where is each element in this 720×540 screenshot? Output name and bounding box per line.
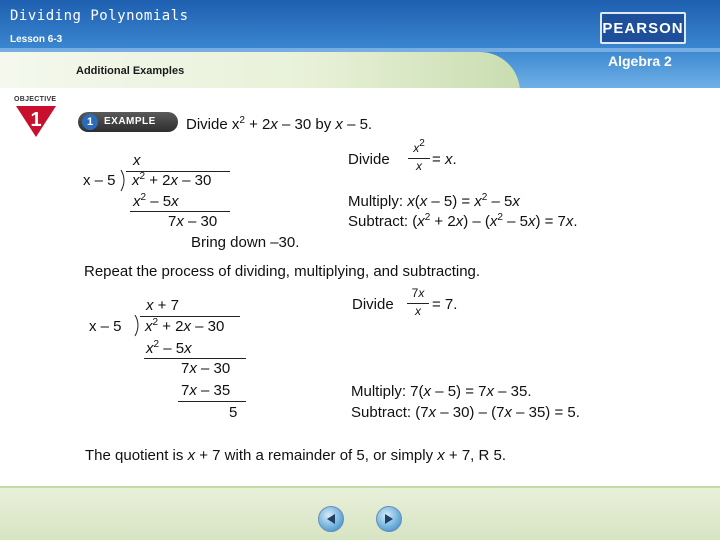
conclusion-text: The quotient is x + 7 with a remainder of 5, or simply x + 7, R 5.	[85, 447, 507, 464]
step1-divide-label: Divide	[348, 151, 390, 168]
step2-product2: 7x – 35	[181, 382, 231, 399]
step1-subtract-line	[130, 211, 230, 212]
section-label: Additional Examples	[76, 65, 185, 77]
footer-bar	[0, 488, 720, 540]
objective-badge	[14, 96, 62, 136]
example-label: EXAMPLE	[104, 116, 156, 127]
step1-frac-denominator: x	[416, 159, 422, 173]
step2-divide-label: Divide	[352, 296, 394, 313]
example-prompt: Divide $x^2 + 2x - 30$ by x – 5.	[186, 115, 373, 133]
step2-subtract-line	[144, 358, 246, 359]
step1-frac-result: = x.	[432, 151, 457, 168]
step1-quotient: x	[133, 152, 141, 169]
step1-bring-down: Bring down –30.	[191, 234, 300, 251]
step1-difference: 7x – 30	[168, 213, 218, 230]
repeat-instruction: Repeat the process of dividing, multiplying, and subtracting.	[84, 263, 481, 280]
step2-difference: 7x – 30	[181, 360, 231, 377]
step1-frac-numerator: $x^2$	[413, 138, 425, 155]
step2-frac-numerator: 7x	[411, 286, 425, 300]
step2-bracket-icon	[134, 315, 142, 337]
step2-multiply-text: Multiply: 7(x – 5) = 7x – 35.	[351, 383, 532, 400]
prev-slide-button[interactable]	[318, 506, 344, 532]
step2-frac-denominator: x	[415, 304, 421, 318]
step1-product: $x^2 - 5x$	[133, 192, 179, 210]
page-title: Dividing Polynomials	[10, 8, 189, 24]
pearson-logo: PEARSON	[600, 12, 686, 44]
step2-subtract-line2	[178, 401, 246, 402]
example-badge	[78, 112, 178, 132]
course-label: Algebra 2	[608, 53, 672, 69]
objective-number: 1	[30, 109, 42, 131]
example-number: 1	[82, 114, 98, 130]
step2-quotient: x + 7	[146, 297, 179, 314]
step2-product: $x^2 - 5x$	[146, 339, 192, 357]
step2-subtract-text: Subtract: (7x – 30) – (7x – 35) = 5.	[351, 404, 580, 421]
arrow-right-icon	[383, 513, 395, 525]
objective-label: OBJECTIVE	[14, 96, 57, 103]
arrow-left-icon	[325, 513, 337, 525]
step1-dividend: $x^2 + 2x - 30$	[132, 171, 212, 189]
step1-multiply-text: Multiply: $x(x - 5) = x^2 - 5x$	[348, 192, 520, 210]
step2-frac-result: = 7.	[432, 296, 458, 313]
step1-bracket-icon	[120, 170, 128, 192]
objective-shield-icon	[14, 104, 58, 138]
step1-subtract-text: Subtract: $(x^2 + 2x) - (x^2 - 5x) = 7x$.	[348, 212, 578, 230]
step2-remainder: 5	[229, 404, 238, 421]
step1-divisor: x – 5	[83, 172, 116, 189]
next-slide-button[interactable]	[376, 506, 402, 532]
step2-divisor: x – 5	[89, 318, 122, 335]
step2-dividend: $x^2 + 2x - 30$	[145, 317, 225, 335]
lesson-label: Lesson 6-3	[10, 34, 63, 45]
